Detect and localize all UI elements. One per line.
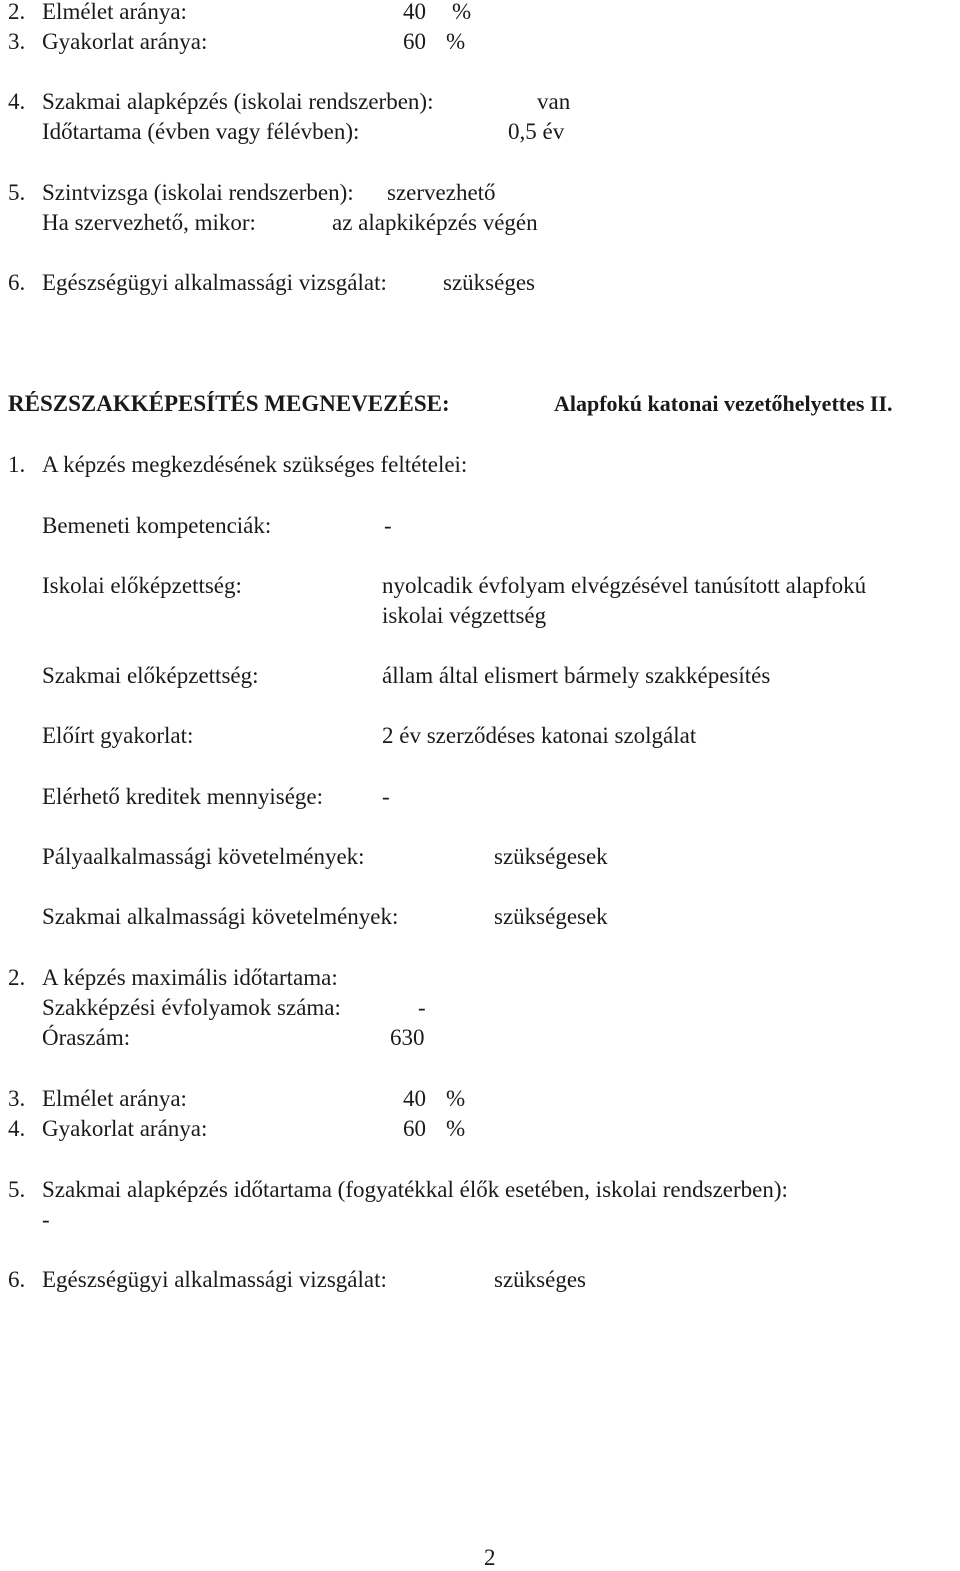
iskolai-label: Iskolai előképzettség:: [42, 573, 242, 598]
egeszsegugyi-label: Egészségügyi alkalmassági vizsgálat:: [42, 270, 387, 295]
gyakorlat-label: Gyakorlat aránya:: [42, 29, 208, 54]
szintvizsga-mikor-label: Ha szervezhető, mikor:: [42, 210, 256, 235]
elmelet-label: Elmélet aránya:: [42, 1086, 187, 1111]
szakmai-elokepzettseg-label: Szakmai előképzettség:: [42, 663, 259, 688]
duration-title: A képzés maximális időtartama:: [42, 965, 338, 990]
szintvizsga-value: szervezhető: [387, 180, 496, 205]
item-number: 2.: [8, 965, 26, 990]
item-number: 1.: [8, 452, 26, 477]
section-heading-label: RÉSZSZAKKÉPESÍTÉS MEGNEVEZÉSE:: [8, 391, 450, 416]
szakmai-alapkepzes-fogyatekkal-label: Szakmai alapképzés időtartama (fogyatékkal élők esetében, iskolai rendszerben):: [42, 1177, 788, 1202]
item-number: 4.: [8, 89, 26, 114]
kredit-value: -: [382, 784, 390, 809]
palyaalkalmassagi-value: szükségesek: [494, 844, 608, 869]
szintvizsga-mikor-value: az alapkiképzés végén: [332, 210, 538, 235]
palyaalkalmassagi-label: Pályaalkalmassági követelmények:: [42, 844, 365, 869]
szakmai-alkalmassagi-value: szükségesek: [494, 904, 608, 929]
oraszam-label: Óraszám:: [42, 1025, 131, 1050]
item-number: 6.: [8, 270, 26, 295]
egeszsegugyi-value: szükséges: [443, 270, 535, 295]
evfolyam-label: Szakképzési évfolyamok száma:: [42, 995, 341, 1020]
egeszsegugyi-label: Egészségügyi alkalmassági vizsgálat:: [42, 1267, 387, 1292]
szakmai-elokepzettseg-value: állam által elismert bármely szakképesítés: [382, 663, 771, 688]
gyakorlat-unit: %: [446, 29, 466, 54]
szakmai-alapkepzes-label: Szakmai alapképzés (iskolai rendszerben):: [42, 89, 434, 114]
eloirt-gyakorlat-label: Előírt gyakorlat:: [42, 723, 194, 748]
item-number: 4.: [8, 1116, 26, 1141]
item-number: 3.: [8, 1086, 26, 1111]
elmelet-value: 40: [403, 0, 426, 24]
szintvizsga-label: Szintvizsga (iskolai rendszerben):: [42, 180, 354, 205]
prereq-title: A képzés megkezdésének szükséges feltételei:: [42, 452, 468, 477]
iskolai-value-line2: iskolai végzettség: [382, 603, 547, 628]
page-number: 2: [484, 1545, 496, 1570]
gyakorlat-label: Gyakorlat aránya:: [42, 1116, 208, 1141]
oraszam-value: 630: [390, 1025, 425, 1050]
item-number: 5.: [8, 1177, 26, 1202]
item-number: 6.: [8, 1267, 26, 1292]
elmelet-label: Elmélet aránya:: [42, 0, 187, 24]
item-number: 5.: [8, 180, 26, 205]
evfolyam-value: -: [418, 995, 426, 1020]
elmelet-unit: %: [446, 1086, 466, 1111]
bemeneti-label: Bemeneti kompetenciák:: [42, 513, 272, 538]
eloirt-gyakorlat-value: 2 év szerződéses katonai szolgálat: [382, 723, 697, 748]
szakmai-alapkepzes-value: van: [537, 89, 571, 114]
item-number: 3.: [8, 29, 26, 54]
egeszsegugyi-value: szükséges: [494, 1267, 586, 1292]
gyakorlat-value: 60: [403, 29, 426, 54]
bemeneti-value: -: [384, 513, 392, 538]
gyakorlat-unit: %: [446, 1116, 466, 1141]
idotartama-value: 0,5 év: [508, 119, 565, 144]
section-heading-value: Alapfokú katonai vezetőhelyettes II.: [554, 391, 893, 416]
elmelet-value: 40: [403, 1086, 426, 1111]
gyakorlat-value: 60: [403, 1116, 426, 1141]
iskolai-value-line1: nyolcadik évfolyam elvégzésével tanúsított alapfokú: [382, 573, 867, 598]
idotartama-label: Időtartama (évben vagy félévben):: [42, 119, 360, 144]
kredit-label: Elérhető kreditek mennyisége:: [42, 784, 324, 809]
elmelet-unit: %: [452, 0, 472, 24]
szakmai-alkalmassagi-label: Szakmai alkalmassági követelmények:: [42, 904, 399, 929]
item-number: 2.: [8, 0, 26, 24]
szakmai-alapkepzes-fogyatekkal-value: -: [42, 1207, 50, 1232]
